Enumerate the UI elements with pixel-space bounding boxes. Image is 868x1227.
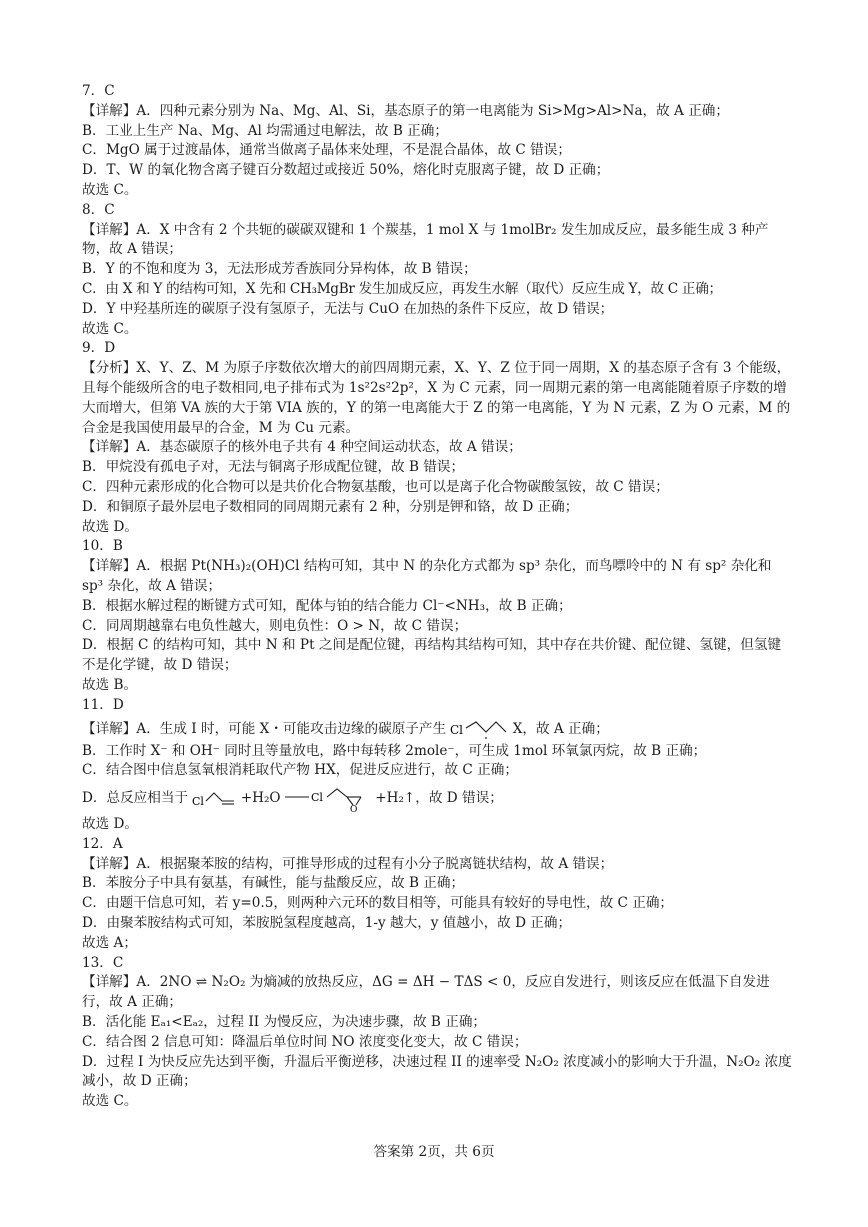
question-9: [82, 339, 792, 537]
answer-choice: 故选 B。: [82, 676, 138, 693]
explanation-line: [82, 716, 792, 742]
explanation-line: 【详解】A．四种元素分别为 Na、Mg、Al、Si，基态原子的第一电离能为 Si>Mg>Al>Na，故 A 正确；: [82, 102, 729, 119]
explanation-line: 【详解】A．根据聚苯胺的结构，可推导形成的过程有小分子脱离链状结构，故 A 错误；: [82, 855, 614, 872]
question-number: 11．D: [82, 696, 124, 713]
answer-choice: 故选 C。: [82, 1093, 138, 1110]
epoxide-o-label: O: [349, 804, 358, 813]
answer-choice: 故选 C。: [82, 181, 138, 198]
explanation-line: B．Y 的不饱和度为 3，无法形成芳香族同分异构体，故 B 错误；: [82, 261, 477, 278]
explanation-line: C．由 X 和 Y 的结构可知，X 先和 CH₃MgBr 发生加成反应，再发生水解（取代）反应生成 Y，故 C 正确；: [82, 280, 722, 297]
explanation-line: C．由题干信息可知，若 y=0.5，则两种六元环的数目相等，可能具有较好的导电性，故 C 正确；: [82, 895, 674, 912]
question-number: 13．C: [82, 954, 124, 971]
question-number: 7．C: [82, 83, 115, 99]
question-number: 12．A: [82, 835, 123, 852]
page-footer: 答案第 2页，共 6页: [373, 1144, 495, 1160]
explanation-text: 【详解】A．生成 I 时，可能 X・可能攻击边缘的碳原子产生: [82, 720, 447, 737]
explanation-line: C．MgO 属于过渡晶体，通常当做离子晶体来处理，不是混合晶体，故 C 错误；: [82, 142, 571, 159]
explanation-line: C．四种元素形成的化合物可以是共价化合物氨基酸，也可以是离子化合物碳酸氢铵，故 C 错误；: [82, 478, 669, 495]
explanation-line: B．工作时 X⁻ 和 OH⁻ 同时且等量放电，路中每转移 2mole⁻，可生成 1mol 环氧氯丙烷，故 B 正确；: [82, 742, 707, 759]
analysis-paragraph: 【分析】X、Y、Z、M 为原子序数依次增大的前四周期元素，X、Y、Z 位于同一周期，X 的基态原子含有 3 个能级，且每个能级所含的电子数相同,电子排布式为 1s²2s²2p²，X 为 C 元素，同一周期元素的第一电离能随着原子序数的增大而增大，但第 VA 族的大于第 VIA 族的，Y 的第一电离能大于 Z 的第一电离能，Y 为 N 元素，Z 为 O 元素，M 的合金是我国使用最早的合金，M 为 Cu 元素。: [82, 360, 791, 436]
explanation-text: +H₂↑，故 D 错误；: [375, 790, 503, 807]
explanation-line: 【详解】A．根据 Pt(NH₃)₂(OH)Cl 结构可知，其中 N 的杂化方式都为 sp³ 杂化，而鸟嘌呤中的 N 有 sp² 杂化和 sp³ 杂化，故 A 错误；: [82, 558, 772, 594]
chloroalkyl-chain-structure: [450, 718, 508, 740]
explanation-text: D．总反应相当于: [82, 790, 189, 807]
epichlorohydrin-structure: [285, 785, 371, 813]
question-number: 10．B: [82, 538, 123, 555]
product-cl-label: Cl: [310, 790, 323, 804]
answer-choice: 故选 C。: [82, 320, 138, 337]
explanation-line: [82, 781, 792, 815]
question-7: [82, 82, 792, 201]
question-13: [82, 954, 792, 1112]
explanation-text: +H₂O: [240, 790, 281, 807]
explanation-line: B．苯胺分子中具有氨基，有碱性，能与盐酸反应，故 B 正确；: [82, 875, 465, 892]
question-10: [82, 537, 792, 695]
explanation-line: 【详解】A．基态碳原子的核外电子共有 4 种空间运动状态，故 A 错误；: [82, 439, 522, 456]
question-11: [82, 696, 792, 835]
answer-choice: 故选 A；: [82, 934, 137, 951]
answer-content: [82, 82, 792, 1112]
question-number: 9．D: [82, 340, 116, 357]
explanation-line: B．甲烷没有孤电子对，无法与铜离子形成配位键，故 B 错误；: [82, 459, 465, 476]
chain-cl-label: Cl: [450, 723, 464, 737]
question-number: 8．C: [82, 201, 115, 218]
allyl-chloride-structure: [192, 788, 236, 810]
reactant-cl-label: Cl: [192, 794, 205, 808]
explanation-line: D．Y 中羟基所连的碳原子没有氢原子，无法与 CuO 在加热的条件下反应，故 D 错误；: [82, 300, 614, 317]
answer-choice: 故选 D。: [82, 518, 139, 535]
explanation-line: D．由聚苯胺结构式可知，苯胺脱氢程度越高，1-y 越大，y 值越小，故 D 正确；: [82, 915, 572, 932]
explanation-line: 【详解】A．2NO ⇌ N₂O₂ 为熵减的放热反应，ΔG = ΔH − TΔS < 0，反应自发进行，则该反应在低温下自发进行，故 A 正确；: [82, 974, 770, 1011]
explanation-line: B．活化能 Eₐ₁<Eₐ₂，过程 II 为慢反应，为决速步骤，故 B 正确；: [82, 1014, 487, 1031]
explanation-line: D．根据 C 的结构可知，其中 N 和 Pt 之间是配位键，再结构其结构可知，其中存在共价键、配位键、氢键，但氢键不是化学键，故 D 错误；: [82, 637, 782, 674]
explanation-text: X，故 A 正确；: [512, 720, 609, 737]
explanation-line: D．T、W 的氧化物含离子键百分数超过或接近 50%，熔化时克服离子键，故 D 正确；: [82, 162, 610, 179]
explanation-line: C．结合图中信息氢氧根消耗取代产物 HX，促进反应进行，故 C 正确；: [82, 762, 518, 779]
question-12: [82, 835, 792, 954]
explanation-line: D．过程 I 为快反应先达到平衡，升温后平衡逆移，决速过程 II 的速率受 N₂O₂ 浓度减小的影响大于升温，N₂O₂ 浓度减小，故 D 正确；: [82, 1053, 792, 1090]
explanation-line: C．结合图 2 信息可知：降温后单位时间 NO 浓度变化变大，故 C 错误；: [82, 1033, 528, 1050]
explanation-line: B．工业上生产 Na、Mg、Al 均需通过电解法，故 B 正确；: [82, 122, 448, 139]
explanation-line: 【详解】A．X 中含有 2 个共轭的碳碳双键和 1 个羰基，1 mol X 与 1molBr₂ 发生加成反应，最多能生成 3 种产物，故 A 错误；: [82, 221, 769, 258]
answer-choice: 故选 D。: [82, 816, 139, 833]
explanation-line: C．同周期越靠右电负性越大，则电负性：O > N，故 C 错误；: [82, 617, 468, 634]
question-8: [82, 201, 792, 340]
explanation-line: B．根据水解过程的断键方式可知，配体与铂的结合能力 Cl⁻<NH₃，故 B 正确；: [82, 597, 572, 614]
explanation-line: D．和铜原子最外层电子数相同的同周期元素有 2 种，分别是钾和铬，故 D 正确；: [82, 498, 579, 515]
